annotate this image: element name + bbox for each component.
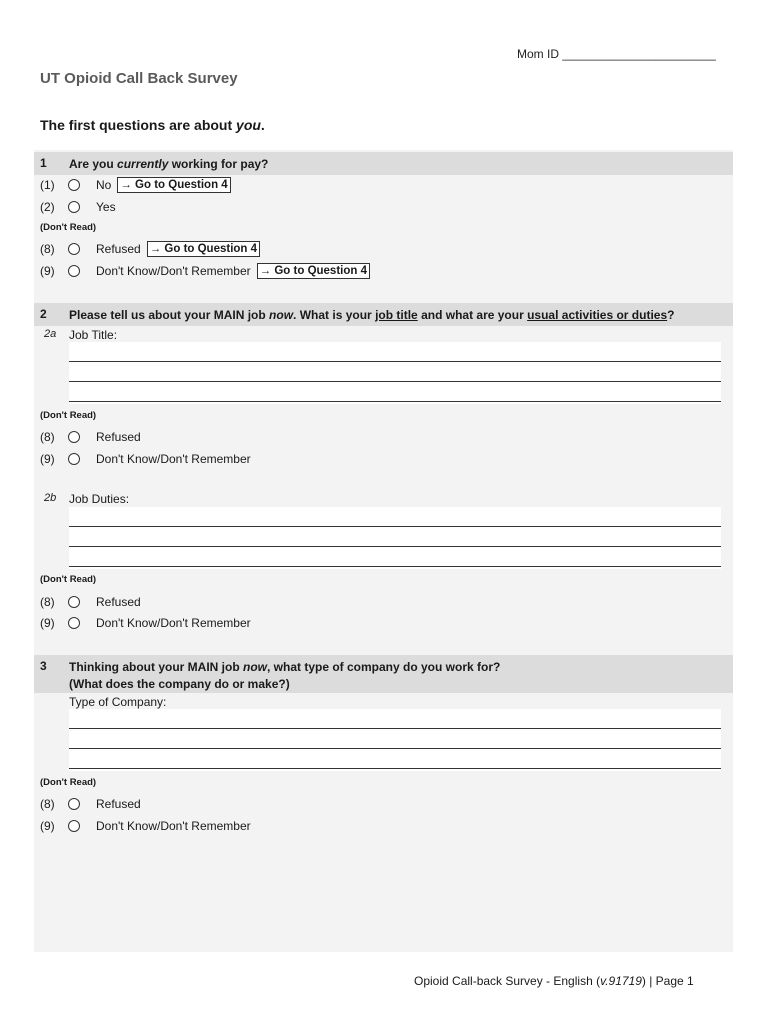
radio-button[interactable] [68,596,80,608]
radio-button[interactable] [68,265,80,277]
page-footer: Opioid Call-back Survey - English (v.91719) | Page 1 [414,974,694,988]
question-3-header [34,655,733,693]
q1-option-no[interactable]: (1) No → Go to Question 4 [40,176,231,194]
dont-read-label: (Don't Read) [40,410,97,421]
mom-id-field [517,47,716,61]
skip-to-question-4[interactable]: → Go to Question 4 [117,177,230,193]
type-of-company-label: Type of Company: [69,695,167,709]
question-text: Please tell us about your MAIN job now. What is your job title and what are your usual activities or duties? [69,308,675,322]
question-number: 3 [40,659,47,673]
question-number: 1 [40,156,47,170]
job-duties-label: Job Duties: [69,492,130,506]
job-title-answer-field[interactable] [69,342,721,404]
radio-button[interactable] [68,243,80,255]
radio-button[interactable] [68,617,80,629]
q1-option-yes[interactable]: (2) Yes [40,200,116,214]
job-title-label: Job Title: [69,328,118,342]
q2a-option-refused[interactable]: (8) Refused [40,430,141,444]
q2b-option-dont-know[interactable]: (9) Don't Know/Don't Remember [40,616,251,630]
survey-title: UT Opioid Call Back Survey [40,70,238,87]
skip-to-question-4[interactable]: → Go to Question 4 [147,241,260,257]
radio-button[interactable] [68,201,80,213]
question-text: Thinking about your MAIN job now, what type of company do you work for? (What does the company do or make?) [69,660,501,691]
mom-id-blank[interactable]: _______________________ [562,47,716,61]
q3-option-refused[interactable]: (8) Refused [40,797,141,811]
radio-button[interactable] [68,798,80,810]
dont-read-label: (Don't Read) [40,222,97,233]
q2b-sublabel: 2b [44,492,57,504]
dont-read-label: (Don't Read) [40,574,97,585]
question-2-header [34,303,733,326]
skip-to-question-4[interactable]: → Go to Question 4 [257,263,370,279]
radio-button[interactable] [68,179,80,191]
mom-id-label: Mom ID [517,47,559,61]
q1-option-refused[interactable]: (8) Refused → Go to Question 4 [40,240,260,258]
q2a-sublabel: 2a [44,328,57,340]
radio-button[interactable] [68,453,80,465]
type-of-company-answer-field[interactable] [69,709,721,771]
q3-option-dont-know[interactable]: (9) Don't Know/Don't Remember [40,819,251,833]
job-duties-answer-field[interactable] [69,507,721,569]
question-number: 2 [40,307,47,321]
radio-button[interactable] [68,431,80,443]
question-text: Are you currently working for pay? [69,157,269,171]
q1-option-dont-know[interactable]: (9) Don't Know/Don't Remember → Go to Question 4 [40,262,370,280]
radio-button[interactable] [68,820,80,832]
dont-read-label: (Don't Read) [40,777,97,788]
question-1-header [34,152,733,175]
q2b-option-refused[interactable]: (8) Refused [40,595,141,609]
intro-text: The first questions are about you. [40,117,265,133]
q2a-option-dont-know[interactable]: (9) Don't Know/Don't Remember [40,452,251,466]
